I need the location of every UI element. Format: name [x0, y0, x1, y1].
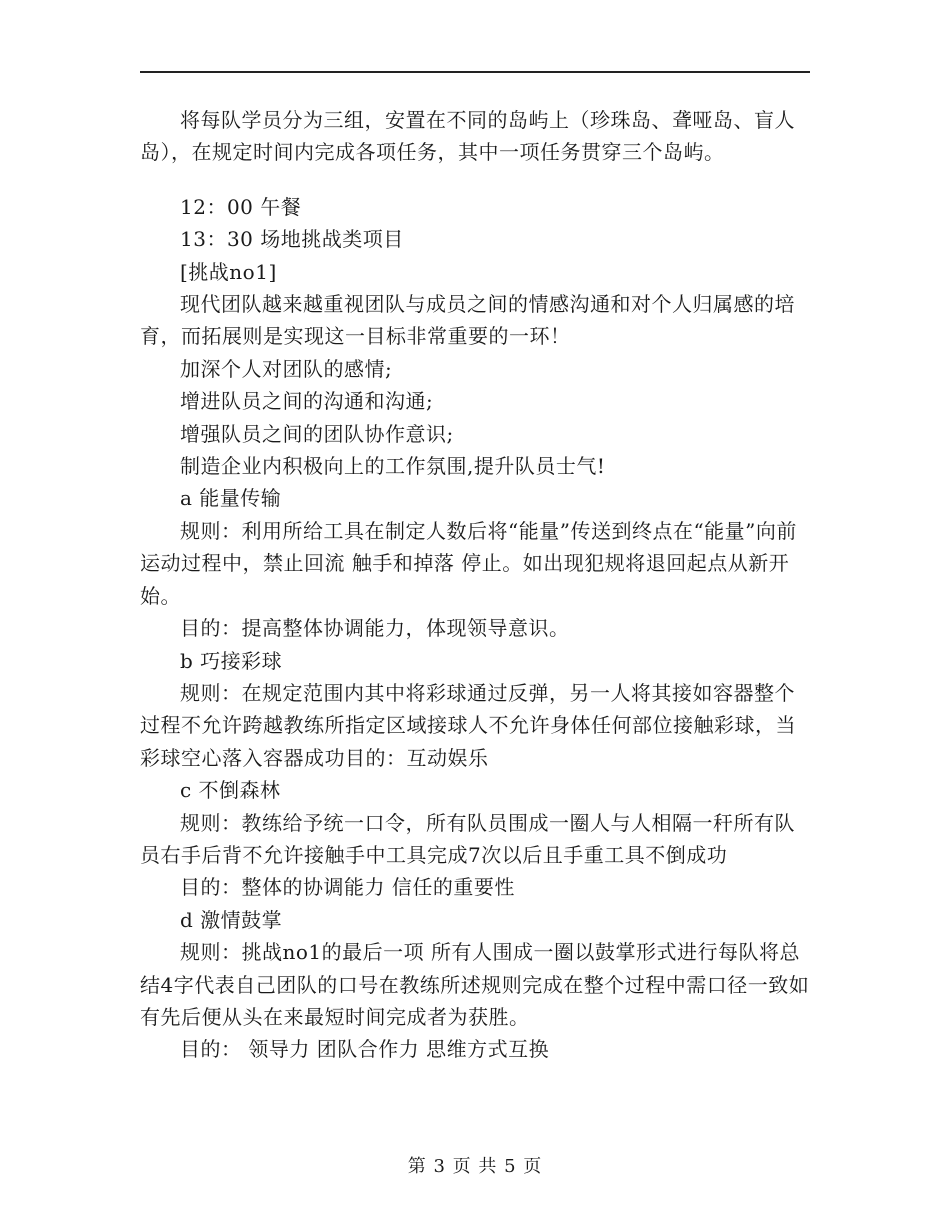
paragraph: 规则：挑战no1的最后一项 所有人围成一圈以鼓掌形式进行每队将总结4字代表自己团队的口号在教练所述规则完成在整个过程中需口径一致如有先后便从头在来最短时间完成者为获胜。 [140, 940, 810, 1029]
paragraph: 目的：提高整体协调能力，体现领导意识。 [180, 616, 570, 641]
paragraph: 规则：在规定范围内其中将彩球通过反弹，另一人将其接如容器整个过程不允许跨越教练所指定区域接球人不允许身体任何部位接触彩球，当彩球空心落入容器成功目的：互动娱乐 [140, 680, 796, 770]
paragraph: 13：30 场地挑战类项目 [180, 227, 404, 252]
paragraph: 规则：利用所给工具在制定人数后将“能量”传送到终点在“能量”向前运动过程中，禁止回流 触手和掉落 停止。如出现犯规将退回起点从新开始。 [140, 518, 797, 608]
header-rule [140, 71, 810, 73]
page-footer: 第 3 页 共 5 页 [407, 1156, 543, 1177]
paragraph: 将每队学员分为三组，安置在不同的岛屿上（珍珠岛、聋哑岛、盲人岛），在规定时间内完成各项任务，其中一项任务贯穿三个岛屿。 [140, 108, 795, 165]
document-body [140, 104, 810, 1066]
paragraph: 制造企业内积极向上的工作氛围,提升队员士气! [180, 454, 606, 479]
paragraph: 目的： 领导力 团队合作力 思维方式互换 [180, 1037, 550, 1062]
paragraph-gap [140, 169, 810, 191]
paragraph: a 能量传输 [180, 486, 282, 511]
paragraph: 加深个人对团队的感情; [180, 356, 393, 381]
paragraph: 增强队员之间的团队协作意识; [180, 421, 454, 446]
paragraph: 规则：教练给予统一口令，所有队员围成一圈人与人相隔一秆所有队员右手后背不允许接触手中工具完成7次以后且手重工具不倒成功 [140, 810, 795, 867]
paragraph: 目的：整体的协调能力 信任的重要性 [180, 875, 515, 900]
paragraph: d 激情鼓掌 [180, 907, 283, 932]
paragraph: 增进队员之间的沟通和沟通; [180, 389, 434, 414]
paragraph: b 巧接彩球 [180, 648, 283, 673]
paragraph: [挑战no1] [180, 259, 277, 284]
paragraph: 12：00 午餐 [180, 194, 302, 219]
paragraph: c 不倒森林 [180, 778, 281, 803]
paragraph: 现代团队越来越重视团队与成员之间的情感沟通和对个人归属感的培育，而拓展则是实现这一目标非常重要的一环！ [140, 292, 795, 349]
